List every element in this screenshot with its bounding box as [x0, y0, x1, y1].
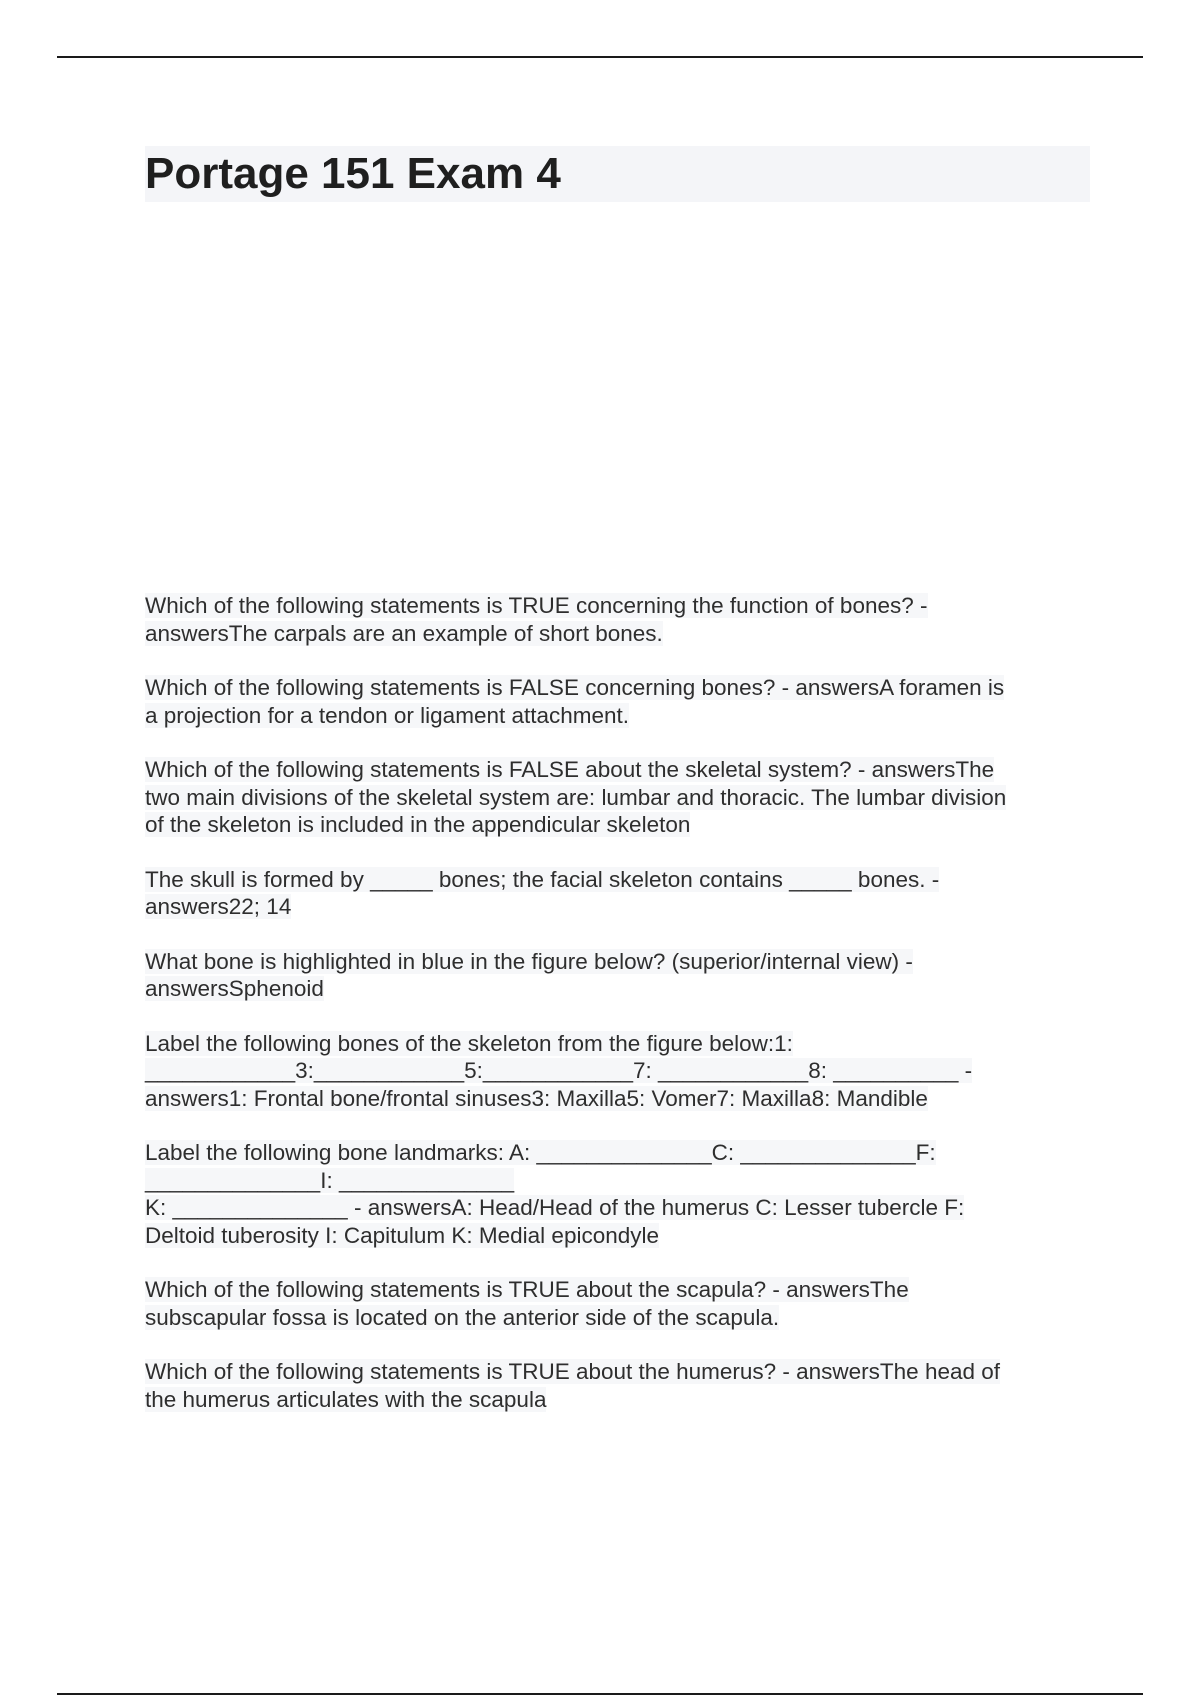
question-answer-list	[145, 592, 1085, 1440]
question-answer-item: The skull is formed by _____ bones; the facial skeleton contains _____ bones. - answers22; 14	[145, 866, 940, 919]
question-answer-item: Label the following bones of the skeleton from the figure below:1: ____________3:____________5:____________7: ____________8: __________ - answers1: Frontal bone/frontal sinuses3: Maxilla5: Vomer7: Maxilla8: Mandible	[145, 1030, 973, 1111]
document-title: Portage 151 Exam 4	[145, 149, 561, 198]
question-answer-item: What bone is highlighted in blue in the figure below? (superior/internal view) - answersSphenoid	[145, 948, 913, 1001]
top-rule	[57, 56, 1143, 58]
question-answer-item: Which of the following statements is FALSE about the skeletal system? - answersThe two main divisions of the skeletal system are: lumbar and thoracic. The lumbar division of the skeleton is included in the appendicular skeleton	[145, 757, 1007, 837]
question-answer-item: Which of the following statements is TRUE about the scapula? - answersThe subscapular fossa is located on the anterior side of the scapula.	[145, 1277, 909, 1330]
question-answer-item: Which of the following statements is TRUE about the humerus? - answersThe head of the humerus articulates with the scapula	[145, 1359, 1001, 1412]
question-answer-item: Which of the following statements is FALSE concerning bones? - answersA foramen is a projection for a tendon or ligament attachment.	[145, 675, 1005, 728]
bottom-rule	[57, 1693, 1143, 1695]
question-answer-item: Which of the following statements is TRUE concerning the function of bones? - answersThe carpals are an example of short bones.	[145, 593, 928, 646]
question-answer-item: Label the following bone landmarks: A: ______________C: ______________F: ______________I: ______________ K: ______________ - answersA: Head/Head of the humerus C: Lesser tubercle F: Deltoid tuberosity I: Capitulum K: Medial epicondyle	[145, 1140, 965, 1248]
